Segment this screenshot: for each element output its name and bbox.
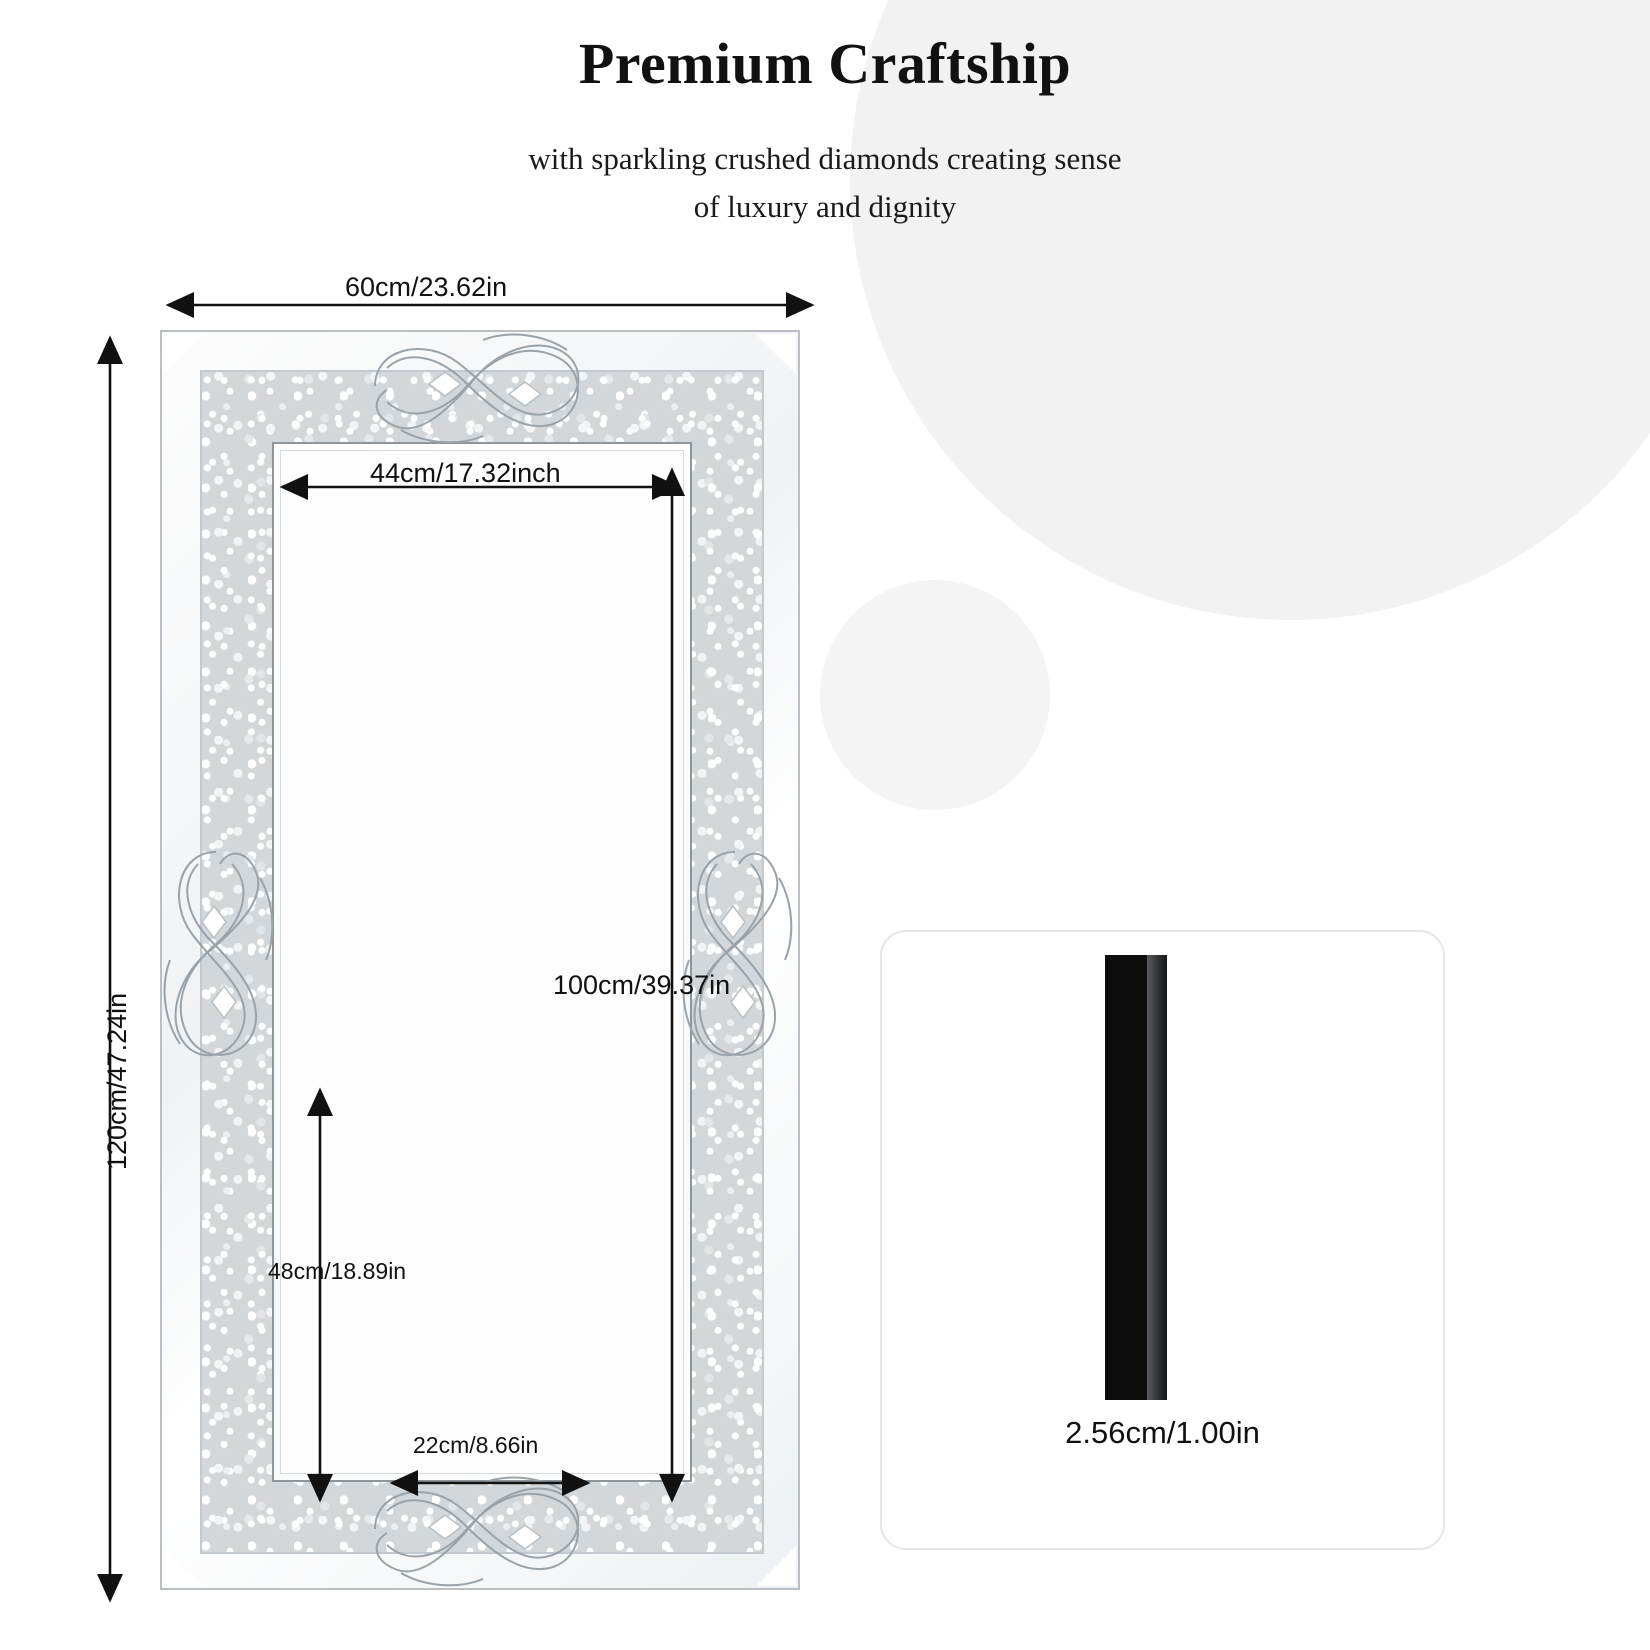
corner-bevel-bottom-left xyxy=(164,1546,204,1586)
dimension-overall-width-label: 60cm/23.62in xyxy=(345,272,508,302)
page-title: Premium Craftship xyxy=(578,31,1072,96)
background-circle-small xyxy=(820,580,1050,810)
corner-bevel-bottom-right xyxy=(756,1546,796,1586)
page-subtitle-line-1: with sparkling crushed diamonds creating sense xyxy=(528,141,1122,176)
celtic-knot-left xyxy=(158,844,283,1079)
corner-bevel-top-left xyxy=(164,334,204,374)
celtic-knot-bottom xyxy=(367,1471,602,1596)
dimension-inner-width-label: 44cm/17.32inch xyxy=(370,458,561,488)
mirror-outer-frame xyxy=(160,330,800,1590)
mirror-inner-panel-inner-line xyxy=(280,450,684,1474)
edge-profile-front-face xyxy=(1105,955,1147,1400)
dimension-knot-span-height-label: 48cm/18.89in xyxy=(268,1258,407,1284)
mirror-edge-profile xyxy=(1105,955,1167,1400)
page-subtitle-line-2: of luxury and dignity xyxy=(693,189,957,225)
corner-bevel-top-right xyxy=(756,334,796,374)
dimension-overall-height-label: 120cm/47.24in xyxy=(102,992,132,1170)
dimension-inner-height-label: 100cm/39.37in xyxy=(553,970,731,1000)
dimension-knot-span-width-label: 22cm/8.66in xyxy=(413,1432,539,1458)
celtic-knot-top xyxy=(367,328,602,453)
mirror-product-illustration xyxy=(160,330,800,1590)
thickness-caption: 2.56cm/1.00in xyxy=(1065,1415,1260,1450)
page-subtitle xyxy=(0,135,1650,231)
celtic-knot-right xyxy=(677,844,802,1079)
edge-profile-side-face xyxy=(1147,955,1167,1400)
